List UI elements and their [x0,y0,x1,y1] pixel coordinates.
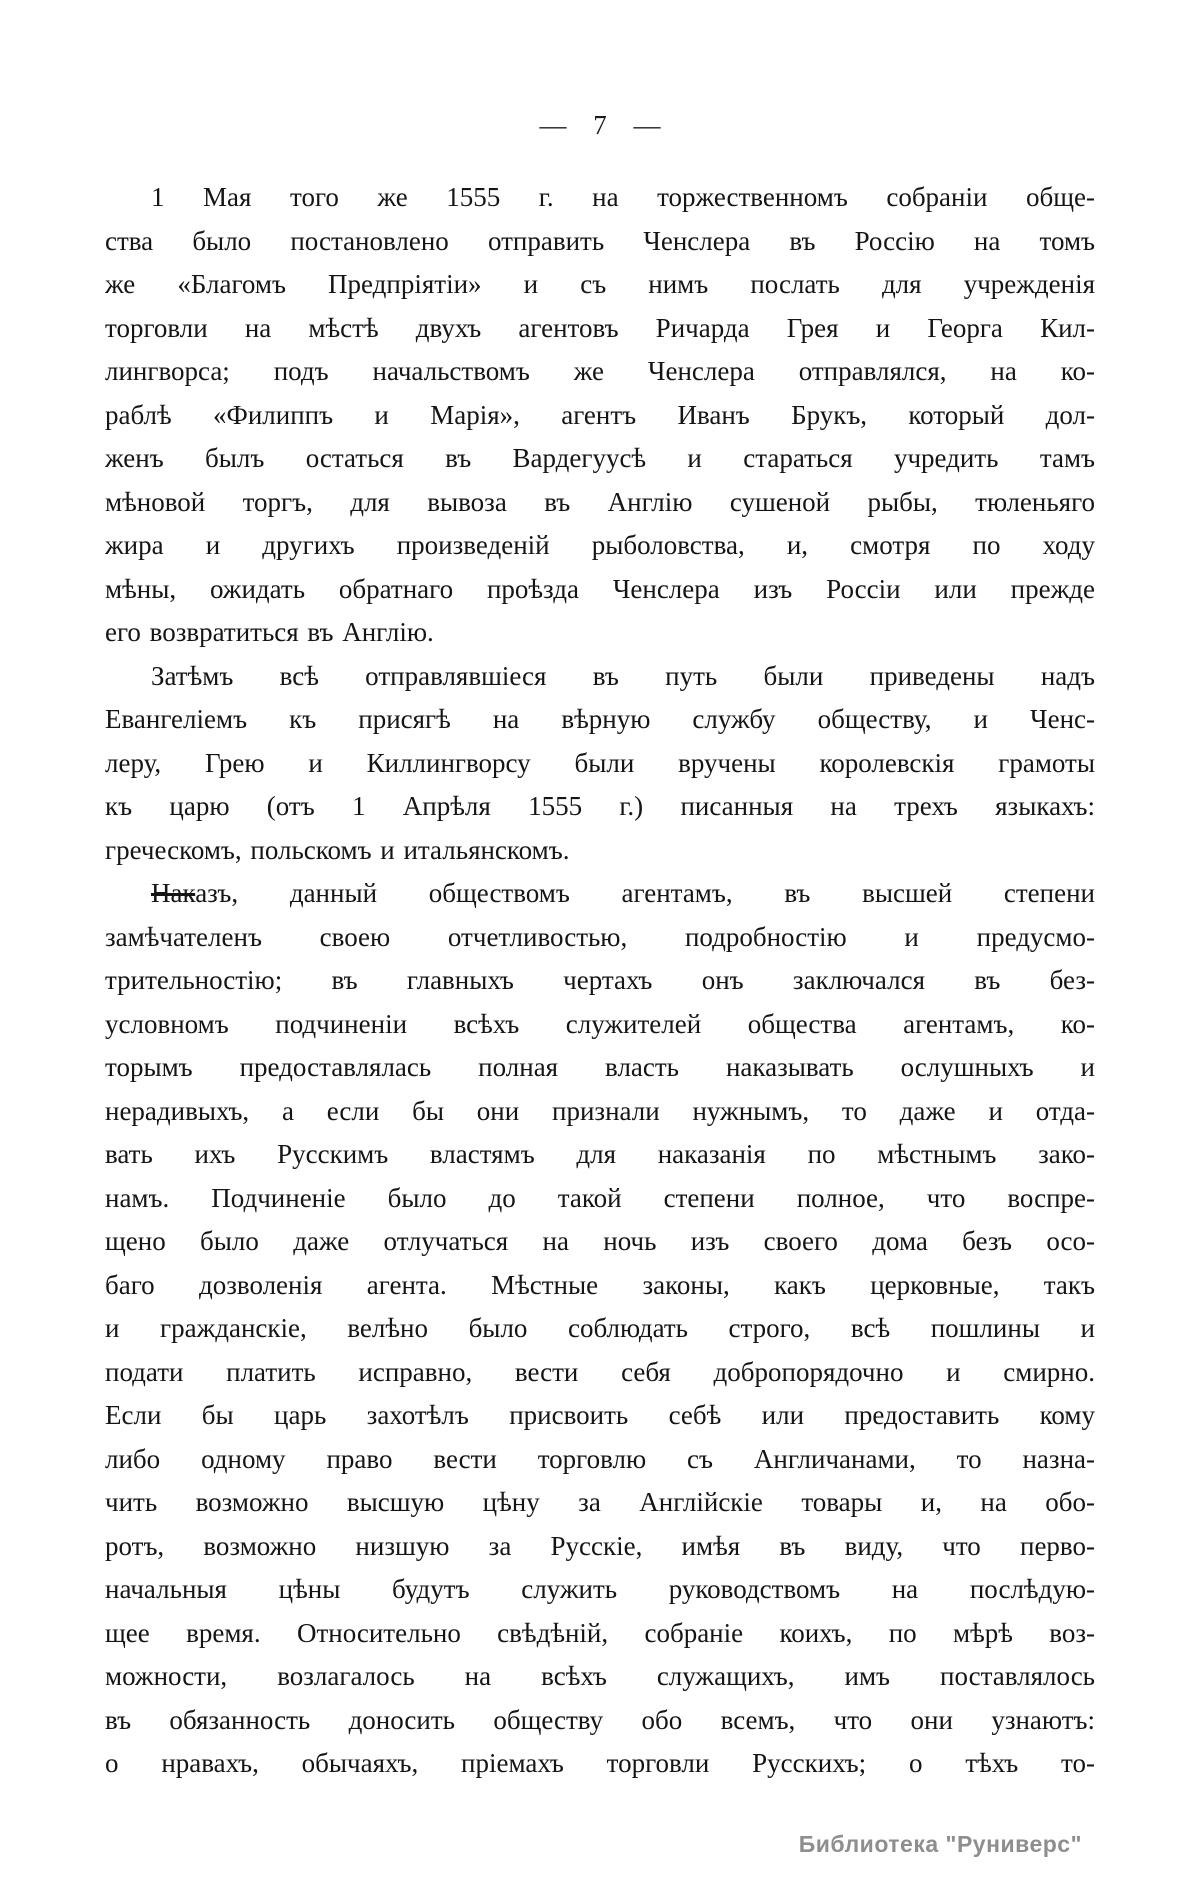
text-line: и гражданскіе, велѣно было соблюдать строго, всѣ пошлины и [105,1313,1095,1343]
text-line: баго дозволенія агента. Мѣстные законы, какъ церковные, такъ [105,1269,1095,1300]
paragraph [105,176,1095,655]
text-line: Наказъ, данный обществомъ агентамъ, въ высшей степени [151,878,1095,908]
text-line: можности, возлагалось на всѣхъ служащихъ, имъ поставлялось [105,1661,1095,1691]
text-line: греческомъ, польскомъ и итальянскомъ. [105,834,570,865]
paragraph [105,655,1095,873]
text-line: подати платить исправно, вести себя добропорядочно и смирно. [105,1356,1095,1387]
text-line: условномъ подчиненіи всѣхъ служителей общества агентамъ, ко- [105,1008,1095,1039]
text-line: мѣны, ожидать обратнаго проѣзда Ченслера изъ Россіи или прежде [105,573,1095,604]
text-line: замѣчателенъ своею отчетливостью, подробностію и предусмо- [105,921,1095,952]
text-line: Затѣмъ всѣ отправлявшіеся въ путь были приведены надъ [151,660,1095,691]
text-line: торговли на мѣстѣ двухъ агентовъ Ричарда Грея и Георга Кил- [105,312,1095,343]
text-line: либо одному право вести торговлю съ Англичанами, то назна- [105,1443,1095,1474]
text-line: начальныя цѣны будутъ служить руководствомъ на послѣдую- [105,1574,1095,1604]
text-line: трительностію; въ главныхъ чертахъ онъ заключался въ без- [105,965,1095,995]
text-line: о нравахъ, обычаяхъ, пріемахъ торговли Русскихъ; о тѣхъ то- [105,1748,1095,1778]
library-watermark: Библиотека "Руниверс" [798,1831,1082,1857]
text-line: щено было даже отлучаться на ночь изъ своего дома безъ осо- [105,1226,1095,1256]
text-line: лингворса; подъ начальствомъ же Ченслера отправлялся, на ко- [105,356,1095,386]
text-line: чить возможно высшую цѣну за Англійскіе товары и, на обо- [105,1487,1095,1517]
text-line: мѣновой торгъ, для вывоза въ Англію сушеной рыбы, тюленьяго [105,486,1095,517]
page-number: — 7 — [539,110,661,140]
text-line: щее время. Относительно свѣдѣній, собраніе коихъ, по мѣрѣ воз- [105,1617,1095,1648]
text-line: Евангеліемъ къ присягѣ на вѣрную службу обществу, и Ченс- [105,704,1095,734]
text-line: ства было постановлено отправить Ченслера въ Россію на томъ [105,225,1095,256]
text-line: торымъ предоставлялась полная власть наказывать ослушныхъ и [105,1052,1095,1082]
text-line: жира и другихъ произведеній рыболовства, и, смотря по ходу [105,530,1095,560]
text-line: нерадивыхъ, а если бы они признали нужнымъ, то даже и отда- [105,1095,1095,1126]
text-line: 1 Мая того же 1555 г. на торжественномъ собраніи обще- [151,182,1095,212]
text-line: вать ихъ Русскимъ властямъ для наказанія по мѣстнымъ зако- [105,1139,1095,1169]
text-line: ротъ, возможно низшую за Русскіе, имѣя въ виду, что перво- [105,1530,1095,1561]
struck-word-prefix: Нак [151,878,196,908]
text-block [105,176,1095,1786]
text-line: Если бы царь захотѣлъ присвоить себѣ или предоставить кому [105,1400,1095,1430]
text-line: его возвратиться въ Англію. [105,617,434,647]
text-line: раблѣ «Филиппъ и Марія», агентъ Иванъ Брукъ, который дол- [105,399,1095,430]
text-line: въ обязанность доносить обществу обо всемъ, что они узнаютъ: [105,1704,1095,1735]
text-line: женъ былъ остаться въ Вардегуусѣ и стараться учредить тамъ [105,443,1095,473]
text-line: къ царю (отъ 1 Апрѣля 1555 г.) писанныя на трехъ языкахъ: [105,791,1095,821]
text-line: леру, Грею и Киллингворсу были вручены королевскія грамоты [105,747,1095,778]
paragraph [105,872,1095,1786]
text-line: же «Благомъ Предпріятіи» и съ нимъ послать для учрежденія [105,269,1095,299]
text-line: намъ. Подчиненіе было до такой степени полное, что воспре- [105,1182,1095,1213]
